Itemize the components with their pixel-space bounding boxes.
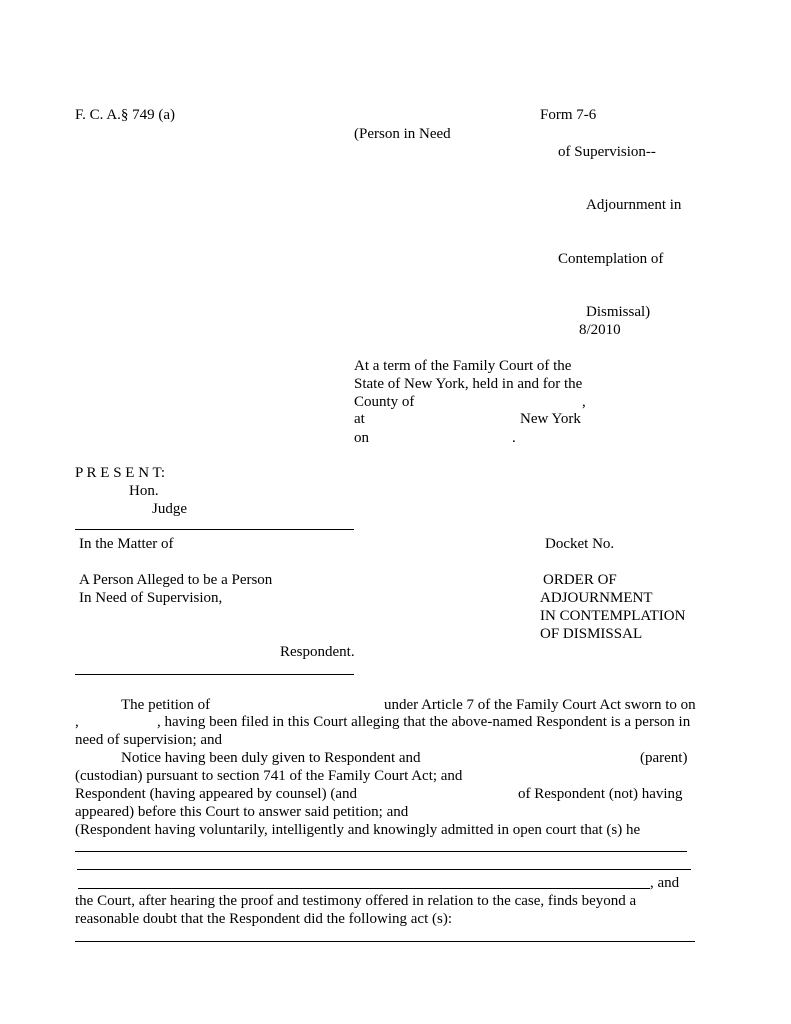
- acts-blank-line: [75, 941, 695, 942]
- caption-line-1: (Person in Need: [354, 126, 451, 142]
- county-comma: ,: [582, 394, 586, 410]
- admission-blank-line-2: [77, 869, 691, 870]
- county-label: County of: [354, 394, 415, 410]
- statute-reference: F. C. A.§ 749 (a): [75, 107, 176, 123]
- form-number: Form 7-6: [540, 107, 597, 123]
- article-7-text: under Article 7 of the Family Court Act sworn to on: [384, 697, 696, 713]
- not-having-text: of Respondent (not) having: [518, 786, 683, 802]
- at-label: at: [354, 411, 365, 427]
- party-line-2: In Need of Supervision,: [79, 590, 223, 606]
- court-term-line-2: State of New York, held in and for the: [354, 376, 583, 392]
- court-finding-text: the Court, after hearing the proof and testimony offered in relation to the case, finds beyond a: [75, 893, 637, 909]
- admission-blank-line-1: [75, 851, 687, 852]
- state-label: New York: [520, 411, 581, 427]
- present-label: P R E S E N T:: [75, 465, 166, 481]
- judge-label: Judge: [152, 501, 187, 517]
- respondent-label: Respondent.: [280, 644, 355, 660]
- admission-blank-line-3: [78, 888, 650, 889]
- order-title-line-2: ADJOURNMENT: [540, 590, 653, 606]
- caption-line-3: Adjournment in: [586, 197, 682, 213]
- need-of-supervision-text: need of supervision; and: [75, 732, 223, 748]
- having-been-filed-text: , having been filed in this Court alleging that the above-named Respondent is a person in: [157, 714, 691, 730]
- caption-bottom-rule: [75, 674, 354, 675]
- court-term-line-1: At a term of the Family Court of the: [354, 358, 572, 374]
- order-title-line-3: IN CONTEMPLATION: [540, 608, 686, 624]
- caption-top-rule: [75, 529, 354, 530]
- hon-label: Hon.: [129, 483, 159, 499]
- and-text: , and: [650, 875, 680, 891]
- caption-line-2: of Supervision--: [558, 144, 656, 160]
- appeared-text: appeared) before this Court to answer said petition; and: [75, 804, 409, 820]
- docket-label: Docket No.: [545, 536, 615, 552]
- counsel-text: Respondent (having appeared by counsel) (and: [75, 786, 357, 802]
- reasonable-doubt-text: reasonable doubt that the Respondent did the following act (s):: [75, 911, 452, 927]
- revision-date: 8/2010: [579, 322, 621, 338]
- order-title-line-4: OF DISMISSAL: [540, 626, 643, 642]
- caption-line-5: Dismissal): [586, 304, 651, 320]
- on-label: on: [354, 430, 369, 446]
- date-comma: ,: [75, 714, 79, 730]
- matter-label: In the Matter of: [79, 536, 174, 552]
- admission-text: (Respondent having voluntarily, intelligently and knowingly admitted in open court that (s) he: [75, 822, 641, 838]
- notice-text: Notice having been duly given to Respondent and: [121, 750, 421, 766]
- on-period: .: [512, 430, 516, 446]
- parent-text: (parent): [640, 750, 688, 766]
- custodian-text: (custodian) pursuant to section 741 of the Family Court Act; and: [75, 768, 463, 784]
- party-line-1: A Person Alleged to be a Person: [79, 572, 273, 588]
- caption-line-4: Contemplation of: [558, 251, 664, 267]
- order-title-line-1: ORDER OF: [543, 572, 617, 588]
- petition-of-text: The petition of: [121, 697, 211, 713]
